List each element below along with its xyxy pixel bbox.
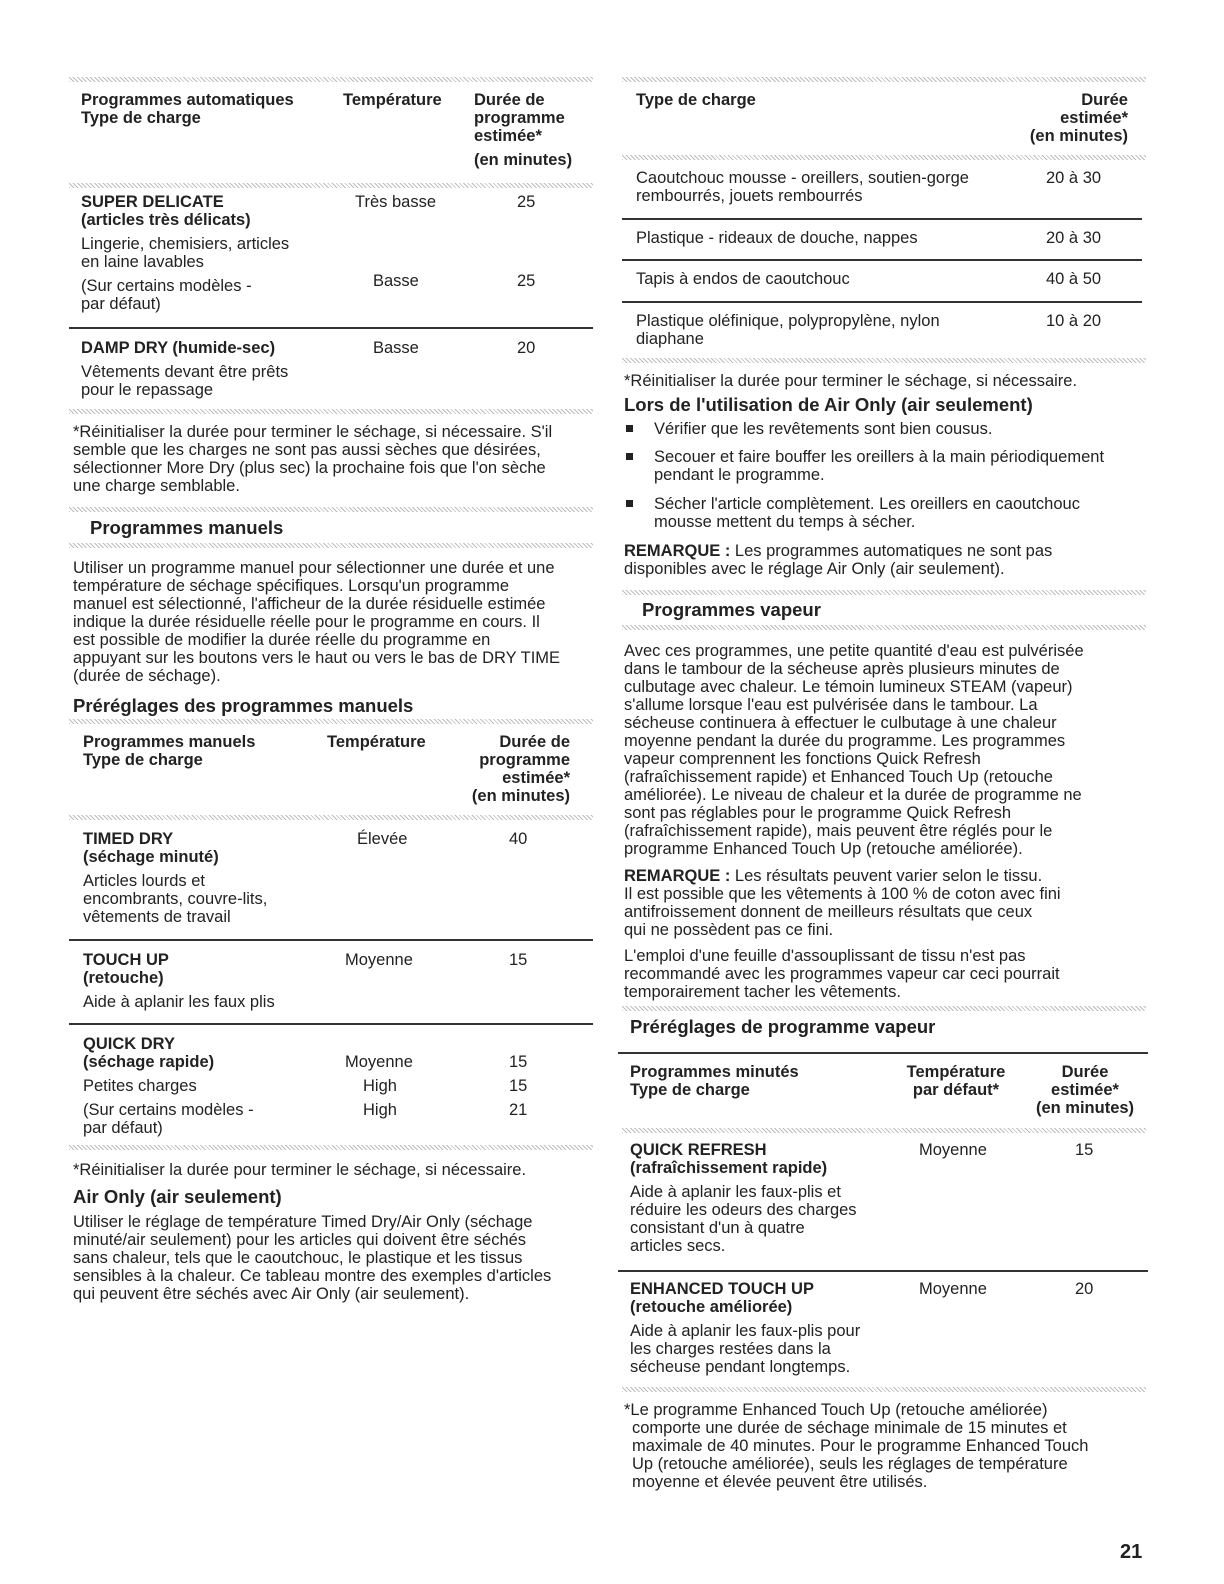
auto-minutes: 25 [517,272,536,290]
load-minutes: 20 à 30 [1046,169,1102,187]
load-row: Plastique - rideaux de douche, nappes [636,229,918,247]
bullet-icon [626,453,633,460]
manual-row-quick-dry: QUICK DRY (séchage rapide) Petites charges (Sur certains modèles - par défaut) [83,1035,254,1137]
auto-table-header-program: Programmes automatiques Type de charge [81,91,294,127]
section-title-manual: Programmes manuels [90,517,284,538]
manual-body: Utiliser un programme manuel pour sélectionner une durée et une température de séchage spécifiques. Lorsqu'un programme manuel est sélectionné, l'afficheur de la durée résiduelle estimée indique la durée résiduelle réelle pour le programme en cours. Il est possible de modifier la durée réelle du programme en appuyant sur les boutons vers le haut ou vers le bas de DRY TIME (durée de séchage). [73,559,561,685]
auto-minutes: 25 [517,193,536,211]
remark-results: REMARQUE : Les résultats peuvent varier selon le tissu. Il est possible que les vêtements à 100 % de coton avec fini antifroissement donnent de meilleurs résultats que ceux qui ne possèdent pas ce fini. [624,867,1061,939]
section-title-manual-presets: Préréglages des programmes manuels [73,695,414,716]
bullet-item: Vérifier que les revêtements sont bien cousus. [654,420,993,438]
row-divider [69,939,593,941]
manual-table-note: *Réinitialiser la durée pour terminer le séchage, si nécessaire. [73,1161,527,1179]
section-title-air-only: Air Only (air seulement) [73,1186,282,1207]
manual-table-header-program: Programmes manuels Type de charge [83,733,256,769]
steam-row-enhanced-touch-up: ENHANCED TOUCH UP (retouche améliorée) Aide à aplanir les faux-plis pour les charges restées dans la sécheuse pendant longtemps. [630,1280,861,1376]
manual-temp: High [363,1101,397,1119]
auto-minutes: 20 [517,339,536,357]
hatch-divider [622,1387,1146,1392]
bullet-item: Sécher l'article complètement. Les oreillers en caoutchouc mousse mettent du temps à sécher. [654,495,1080,531]
steam-table-header-program: Programmes minutés Type de charge [630,1063,799,1099]
steam-table-header-duration: Durée estimée* (en minutes) [1035,1063,1135,1117]
hatch-divider [69,1145,593,1150]
softener-note: L'emploi d'une feuille d'assouplissant de tissu n'est pas recommandé avec les programmes vapeur car ceci pourrait temporairement tacher les vêtements. [624,947,1060,1001]
manual-temp: Moyenne [345,1053,413,1071]
load-table-note: *Réinitialiser la durée pour terminer le séchage, si nécessaire. [624,372,1078,390]
hatch-divider [69,815,593,820]
row-divider [69,1023,593,1025]
auto-row-damp-dry: DAMP DRY (humide-sec) Vêtements devant être prêts pour le repassage [81,339,289,399]
manual-minutes: 15 [509,1053,528,1071]
bullet-icon [626,500,633,507]
row-divider [618,1270,1148,1272]
auto-temp: Basse [373,272,419,290]
load-table-header-type: Type de charge [636,91,756,109]
auto-temp: Très basse [355,193,437,211]
hatch-divider [69,409,593,414]
manual-row-timed-dry: TIMED DRY (séchage minuté) Articles lourds et encombrants, couvre-lits, vêtements de travail [83,830,268,926]
steam-table-note: *Le programme Enhanced Touch Up (retouche améliorée) comporte une durée de séchage minimale de 15 minutes et maximale de 40 minutes. Pour le programme Enhanced Touch Up (retouche améliorée), seuls les réglages de température moyenne et élevée peuvent être utilisés. [624,1401,1089,1491]
table-top-rule [618,1052,1148,1054]
manual-temp: Élevée [357,830,408,848]
auto-row-super-delicate: SUPER DELICATE (articles très délicats) Lingerie, chemisiers, articles en laine lavables (Sur certains modèles - par défaut) [81,193,290,313]
manual-row-touch-up: TOUCH UP (retouche) Aide à aplanir les faux plis [83,951,275,1011]
air-only-body: Utiliser le réglage de température Timed Dry/Air Only (séchage minuté/air seulement) pour les articles qui doivent être séchés sans chaleur, tels que le caoutchouc, le plastique et les tissus sensibles à la chaleur. Ce tableau montre des exemples d'articles qui peuvent être séchés avec Air Only (air seulement). [73,1213,552,1303]
hatch-divider [622,358,1146,363]
load-row: Caoutchouc mousse - oreillers, soutien-gorge rembourrés, jouets rembourrés [636,169,969,205]
auto-table-header-duration: Durée de programme estimée* (en minutes) [474,91,573,169]
row-divider [622,218,1142,220]
hatch-divider [69,77,593,82]
hatch-divider [69,183,593,188]
auto-temp: Basse [373,339,419,357]
load-row: Tapis à endos de caoutchouc [636,270,850,288]
steam-table-header-temperature: Température par défaut* [906,1063,1006,1099]
manual-minutes: 15 [509,951,528,969]
steam-temp: Moyenne [919,1141,987,1159]
manual-table-header-duration: Durée de programme estimée* (en minutes) [471,733,570,805]
steam-row-quick-refresh: QUICK REFRESH (rafraîchissement rapide) Aide à aplanir les faux-plis et réduire les odeurs des charges consistant d'un à quatre articles secs. [630,1141,857,1255]
manual-minutes: 21 [509,1101,528,1119]
hatch-divider [622,77,1146,82]
load-minutes: 10 à 20 [1046,312,1102,330]
hatch-divider [622,1006,1146,1011]
row-divider [622,259,1142,261]
load-row: Plastique oléfinique, polypropylène, nylon diaphane [636,312,940,348]
hatch-divider [622,625,1146,630]
hatch-divider [69,719,593,724]
hatch-divider [622,590,1146,595]
auto-table-header-temperature: Température [343,91,442,109]
manual-table-header-temperature: Température [327,733,426,751]
load-minutes: 20 à 30 [1046,229,1102,247]
section-title-steam: Programmes vapeur [642,599,821,620]
remark-automatic: REMARQUE : Les programmes automatiques ne sont pas disponibles avec le réglage Air Only (air seulement). [624,542,1053,578]
section-title-air-only-use: Lors de l'utilisation de Air Only (air seulement) [624,394,1033,415]
manual-temp: High [363,1077,397,1095]
bullet-item: Secouer et faire bouffer les oreillers à la main périodiquement pendant le programme. [654,448,1105,484]
hatch-divider [622,155,1146,160]
load-minutes: 40 à 50 [1046,270,1102,288]
page-number: 21 [1120,1541,1143,1563]
row-divider [622,301,1142,303]
section-title-steam-presets: Préréglages de programme vapeur [630,1016,936,1037]
hatch-divider [69,543,593,548]
manual-minutes: 40 [509,830,528,848]
load-table-header-duration: Durée estimée* (en minutes) [1029,91,1128,145]
bullet-icon [626,425,633,432]
steam-temp: Moyenne [919,1280,987,1298]
hatch-divider [69,507,593,512]
hatch-divider [622,1128,1146,1133]
auto-table-note: *Réinitialiser la durée pour terminer le séchage, si nécessaire. S'il semble que les charges ne sont pas aussi sèches que désirées, sélectionner More Dry (plus sec) la prochaine fois que l'on sèche une charge semblable. [73,423,553,495]
manual-temp: Moyenne [345,951,413,969]
row-divider [69,327,593,329]
steam-minutes: 20 [1075,1280,1094,1298]
manual-minutes: 15 [509,1077,528,1095]
steam-body: Avec ces programmes, une petite quantité d'eau est pulvérisée dans le tambour de la sécheuse après plusieurs minutes de culbutage avec chaleur. Le témoin lumineux STEAM (vapeur) s'allume lorsque l'eau est pulvérisée dans le tambour. La sécheuse continuera à effectuer le culbutage à une chaleur moyenne pendant la durée du programme. Les programmes vapeur comprennent les fonctions Quick Refresh (rafraîchissement rapide) et Enhanced Touch Up (retouche améliorée). Le niveau de chaleur et la durée de programme ne sont pas réglables pour le programme Quick Refresh (rafraîchissement rapide), mais peuvent être réglés pour le programme Enhanced Touch Up (retouche améliorée). [624,642,1084,858]
steam-minutes: 15 [1075,1141,1094,1159]
